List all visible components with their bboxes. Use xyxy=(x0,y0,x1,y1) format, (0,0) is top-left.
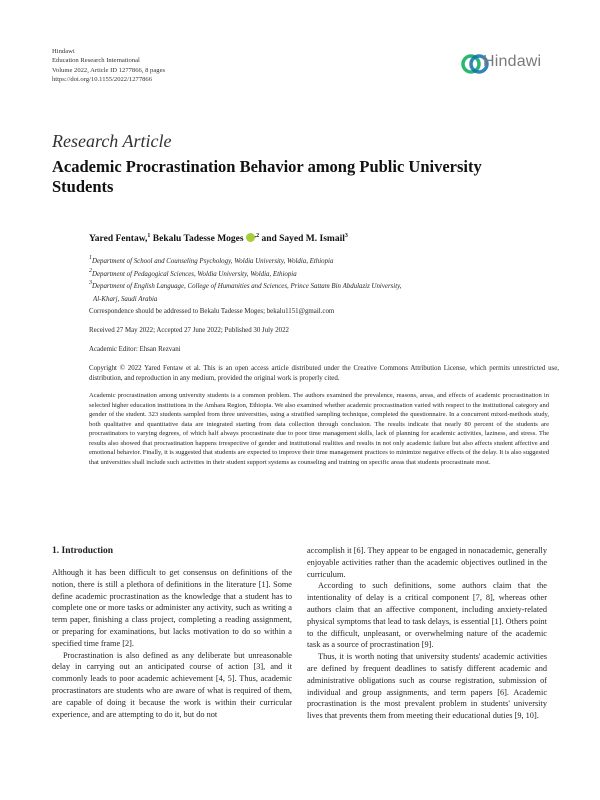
left-column xyxy=(52,567,292,720)
affiliation-3: $^3$Department of English Language, College of Humanities and Sciences, Prince Sattam Bin Abdulaziz University, xyxy=(89,280,402,291)
paragraph: accomplish it [6]. They appear to be engaged in nonacademic, generally enjoyable activities rather than the academic objectives outlined in the curriculum. xyxy=(307,546,547,579)
publisher-name: Hindawi xyxy=(52,48,75,55)
author-1[interactable]: Yared Fentaw, xyxy=(89,234,148,244)
paragraph: Procrastination is also defined as any deliberate but unreasonable delay in carrying out an anticipated course of action [3], and it commonly leads to poor academic achievement [4, 5]. Thus, academic procrastinators are students who are aware of what is required of them, are capable of doing it because the work is within their curricular experience, and are attempting to do it, but do not xyxy=(52,650,292,719)
paper-title: Academic Procrastination Behavior among Public University Students xyxy=(52,157,482,196)
orcid-icon[interactable] xyxy=(246,233,255,242)
journal-header xyxy=(52,47,165,84)
volume-info: Volume 2022, Article ID 1277866, 8 pages xyxy=(52,66,166,74)
author-list xyxy=(89,233,348,244)
article-dates: Received 27 May 2022; Accepted 27 June 2022; Published 30 July 2022 xyxy=(89,327,289,334)
paragraph: Although it has been difficult to get consensus on definitions of the notion, there is still a plethora of definitions in the literature [1]. Some define academic procrastination as the knowledge that a student has to complete one or more tasks or administer any activity, such as writing a term paper, finishing a class project, completing a reading assignment, or preparing for examinations, but lacks motivation to do so within a specified time frame [2]. xyxy=(52,568,292,648)
author-1-affil: 1 xyxy=(147,233,151,239)
author-3-affil: 3 xyxy=(344,233,348,239)
abstract: Academic procrastination among university students is a common problem. The authors examined the prevalence, reasons, areas, and effects of academic procrastination in selected higher education institutions in the Amhara Region, Ethiopia. We also examined whether academic procrastination varied with respect to the institutional category and gender of the student. 323 students sampled from three universities, using a stratified sampling technique, completed the questionnaire. In a concurrent mixed-methods study, both qualitative and quantitative data are integrated starting from data collection through conclusion. The results indicate that nearly 80 percent of the students are procrastinators to varying degrees, of which half always procrastinate due to poor time management skills, lack of planning for academic activities, laziness, and stress. The results also showed that procrastination happens irrespective of gender and institutional realities and results in not only academic failure but also affects student affective and emotional behavior. Finally, it is suggested that students are expected to improve their time management practices to minimize negative effects of the delay. It is also suggested that universities shall include such activities in their student support systems as counseling and training on specific areas that students procrastinate most. xyxy=(89,392,549,466)
affiliation-2: $^2$Department of Pedagogical Sciences, Woldia University, Woldia, Ethiopia xyxy=(89,267,297,278)
author-2-affil: ,2 xyxy=(254,233,260,239)
copyright-notice: Copyright © 2022 Yared Fentaw et al. This is an open access article distributed under the Creative Commons Attribution License, which permits unrestricted use, distribution, and reproduction in any medium, provided the original work is properly cited. xyxy=(89,365,559,382)
affiliations xyxy=(89,254,559,305)
article-type: Research Article xyxy=(52,131,172,151)
doi-link[interactable]: https://doi.org/10.1155/2022/1277866 xyxy=(52,75,153,83)
author-2[interactable]: Bekalu Tadesse Moges xyxy=(150,234,244,244)
affiliation-3-cont: Al-Kharj, Saudi Arabia xyxy=(93,296,158,304)
journal-name: Education Research International xyxy=(52,57,140,65)
paragraph: Thus, it is worth noting that university students' academic activities are defined by frequent deadlines to satisfy different academic and administrative obligations such as course registration, submission of individual and group assignments, and term papers [6]. Academic procrastination is the most prevalent problem in students' university lives that prevents them from meeting their educational duties [9, 10]. xyxy=(307,652,547,721)
section-heading-introduction: 1. Introduction xyxy=(52,546,114,556)
author-3[interactable]: and Sayed M. Ismail xyxy=(259,234,345,244)
logo-text: Hindawi xyxy=(483,53,542,70)
academic-editor: Academic Editor: Ehsan Rezvani xyxy=(89,346,181,353)
paragraph: According to such definitions, some authors claim that the intentionality of delay is a critical component [7, 8], whereas other authors claim that an affective component, including anxiety-related physical symptoms that lead to task delays, is essential [1]. Others point to the difficult, unpleasant, or overwhelming nature of the academic task as a source of procrastination [9]. xyxy=(307,581,547,650)
right-column xyxy=(307,545,547,722)
affiliation-1: $^1$Department of School and Counseling Psychology, Woldia University, Woldia, Ethiopia xyxy=(89,255,334,265)
correspondence: Correspondence should be addressed to Bekalu Tadesse Moges; bekalu1151@gmail.com xyxy=(89,308,335,315)
